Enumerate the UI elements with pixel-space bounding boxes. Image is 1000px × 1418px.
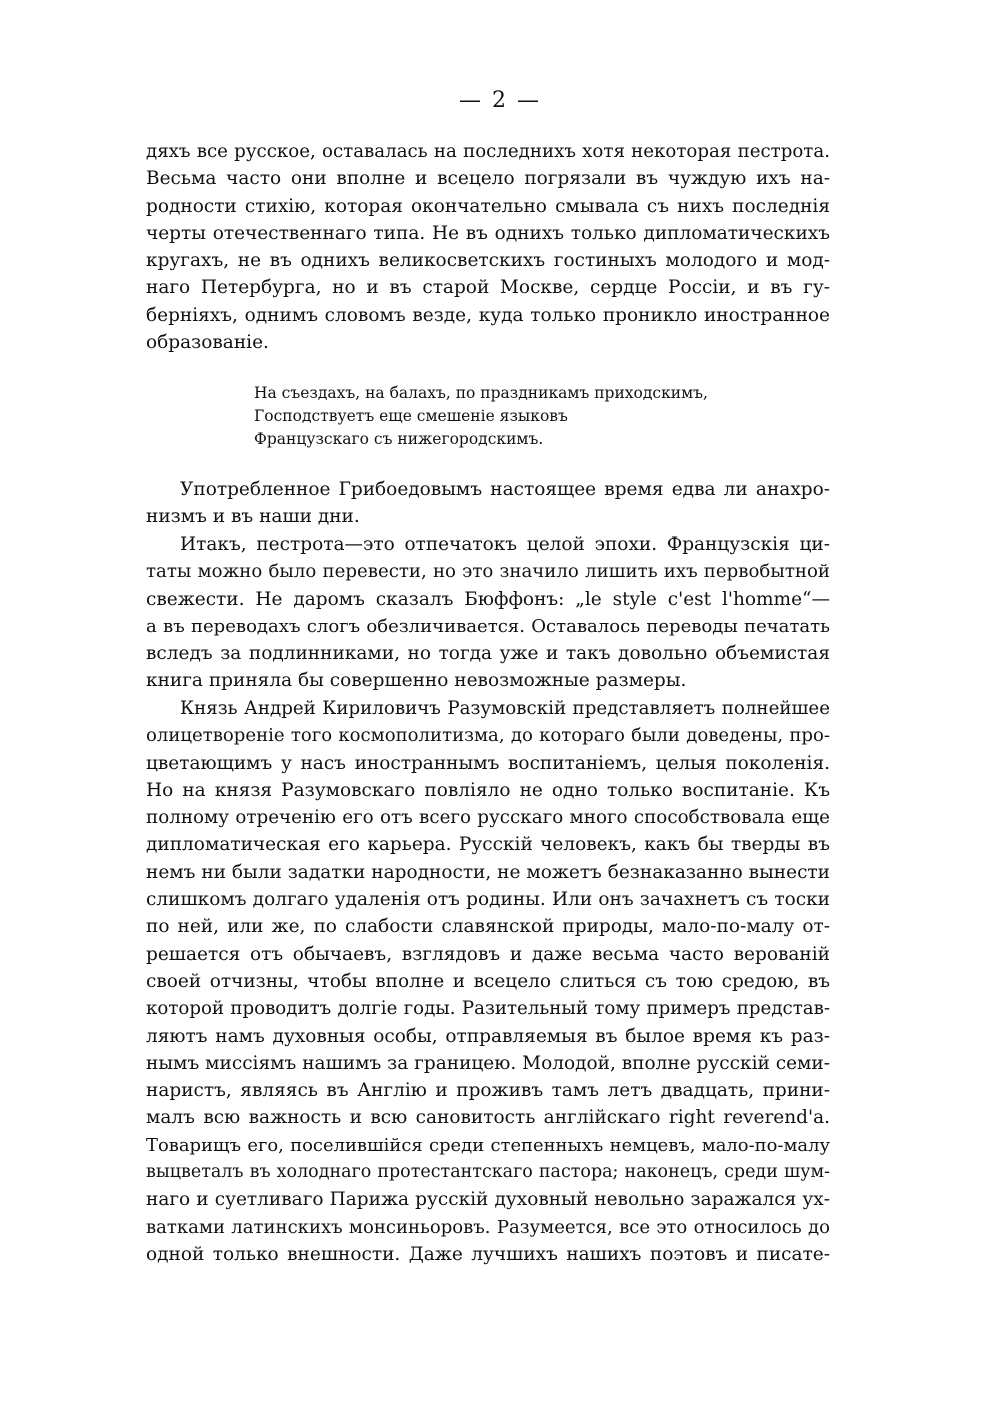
paragraph-4 [146,695,830,1268]
text-line: таты можно было перевести, но это значило лишить ихъ первобытной [146,561,830,583]
text-line: низмъ и въ наши дни. [146,506,360,528]
text-line: полному отреченію его отъ всего русскаго много способствовала еще [146,807,830,829]
verse-quote [254,382,774,451]
text-line: берніяхъ, однимъ словомъ везде, куда только проникло иностранное [146,304,830,326]
text-line: дяхъ все русское, оставалась на последнихъ хотя некоторая пестрота. [146,141,830,162]
text-line: которой проводитъ долгіе годы. Разительный тому примеръ представ- [146,998,830,1020]
text-line: книга приняла бы совершенно невозможные размеры. [146,670,687,692]
text-line: Князь Андрей Кириловичъ Разумовскій представляетъ полнейшее [180,698,830,719]
text-line: наго и суетливаго Парижа русскій духовный невольно заражался ух- [146,1189,830,1211]
text-line: немъ ни были задатки народности, не можетъ безнаказанно вынести [146,861,830,883]
text-line: свежести. Не даромъ сказалъ Бюффонъ: „le style c'est l'homme“— [146,588,830,610]
text-line: по ней, или же, по слабости славянской природы, мало-по-малу от- [146,916,830,938]
text-line: решается отъ обычаевъ, взглядовъ и даже весьма часто верованій [146,943,830,965]
text-line: выцветалъ въ холоднаго протестантскаго пастора; наконецъ, среди шум- [146,1162,830,1183]
text-line: Итакъ, пестрота—это отпечатокъ целой эпохи. Французскія ци- [180,534,830,555]
text-line: вследъ за подлинниками, но тогда уже и такъ довольно объемистая [146,643,830,665]
text-line: Весьма часто они вполне и всецело погрязали въ чуждую ихъ на- [146,168,830,190]
text-line: нымъ миссіямъ нашимъ за границею. Молодой, вполне русскій семи- [146,1052,830,1074]
text-line: ляютъ намъ духовныя особы, отправляемыя въ былое время къ раз- [146,1025,830,1047]
text-line: ватками латинскихъ монсиньоровъ. Разумеется, все это относилось до [146,1216,830,1238]
text-line: кругахъ, не въ однихъ великосветскихъ гостиныхъ молодого и мод- [146,250,830,272]
text-line: наго Петербурга, но и въ старой Москве, сердце Россіи, и въ гу- [146,277,830,299]
text-line: цветающимъ у насъ иностраннымъ воспитаніемъ, целыя поколенія. [146,752,830,774]
text-line: олицетвореніе того космополитизма, до котораго были доведены, про- [146,725,830,747]
text-line: малъ всю важность и всю сановитость англійскаго right reverend'а. [146,1107,830,1129]
text-line: одной только внешности. Даже лучшихъ нашихъ поэтовъ и писате- [146,1243,830,1265]
text-line: Употребленное Грибоедовымъ настоящее время едва ли анахро- [180,479,830,500]
text-line: черты отечественнаго типа. Не въ однихъ только дипломатическихъ [146,222,830,244]
verse-line: Французскаго съ нижегородскимъ. [254,430,544,448]
verse-line: На съездахъ, на балахъ, по праздникамъ приходскимъ, [254,384,708,402]
page-number: — 2 — [459,88,541,113]
text-line: родности стихію, которая окончательно смывала съ нихъ последнія [146,195,830,217]
text-line: Товарищъ его, поселившійся среди степенныхъ немцевъ, мало-по-малу [146,1134,830,1156]
paragraph-1 [146,138,830,356]
text-line: дипломатическая его карьера. Русскій человекъ, какъ бы тверды въ [146,834,830,856]
paragraph-2 [146,476,830,531]
text-line: образованіе. [146,332,269,354]
verse-line: Господствуетъ еще смешеніе языковъ [254,407,568,425]
text-line: слишкомъ долгаго удаленія отъ родины. Или онъ зачахнетъ съ тоски [146,889,830,911]
text-line: наристъ, являясь въ Англію и проживъ тамъ летъ двадцать, прини- [146,1080,830,1102]
text-line: а въ переводахъ слогъ обезличивается. Оставалось переводы печатать [146,615,830,637]
text-line: Но на князя Разумовскаго повліяло не одно только воспитаніе. Къ [146,779,830,801]
text-line: своей отчизны, чтобы вполне и всецело слиться съ тою средою, въ [146,970,830,992]
paragraph-3 [146,531,830,695]
